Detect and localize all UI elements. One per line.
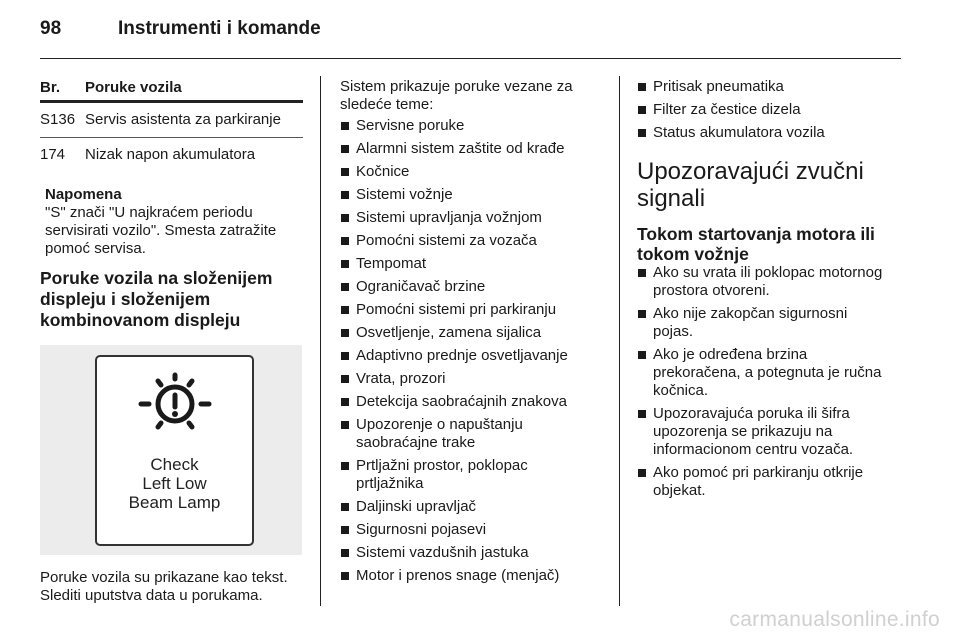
topics-intro: [340, 78, 602, 114]
list-item-line: Ako su vrata ili poklopac motornog: [653, 264, 883, 281]
message-text: Servis asistenta za parkiranje: [85, 111, 281, 128]
list-item: [340, 186, 602, 204]
list-item-line: Ako je određena brzina: [653, 346, 808, 363]
section-title: [40, 268, 303, 331]
list-item-line: Pomoćni sistemi pri parkiranju: [356, 301, 557, 318]
topics-list-continued: [637, 78, 902, 142]
table-header: [40, 78, 303, 98]
list-item-line: Upozorenje o napuštanju: [356, 416, 523, 433]
list-item-line: Ograničavač brzine: [356, 278, 486, 295]
table-header-message: Poruke vozila: [85, 79, 182, 96]
list-item-line: prostora otvoreni.: [653, 282, 770, 299]
list-item-line: Filter za čestice dizela: [653, 101, 801, 118]
list-item-line: Sistemi upravljanja vožnjom: [356, 209, 542, 226]
exterior-light-warning-icon: [135, 369, 215, 441]
list-item-line: Ako pomoć pri parkiranju otkrije: [653, 464, 864, 481]
list-item-line: Daljinski upravljač: [356, 498, 477, 515]
column-divider: [320, 76, 321, 606]
header-rule: [40, 58, 901, 59]
list-item: [340, 457, 602, 493]
message-text: Nizak napon akumulatora: [85, 146, 256, 163]
subsection-heading-line: tokom vožnje: [637, 244, 749, 264]
list-item: [340, 324, 602, 342]
display-message-line: Check: [150, 455, 199, 474]
message-number: S136: [40, 111, 76, 128]
list-item-line: Servisne poruke: [356, 117, 465, 134]
display-message-line: Beam Lamp: [128, 493, 221, 512]
note-line: "S" znači "U najkraćem periodu: [45, 204, 253, 221]
list-item: [340, 209, 602, 227]
list-item-line: saobraćajne trake: [356, 434, 476, 451]
list-item: [637, 78, 902, 96]
watermark: carmanualsonline.info: [729, 608, 940, 631]
list-item: [340, 521, 602, 539]
section-heading-line: signali: [637, 185, 706, 212]
chapter-title: Instrumenti i komande: [118, 18, 321, 39]
note-line: servisirati vozilo". Smesta zatražite: [45, 222, 277, 239]
list-item: [637, 346, 902, 400]
list-item-line: Alarmni sistem zaštite od krađe: [356, 140, 565, 157]
list-item-line: Status akumulatora vozila: [653, 124, 825, 141]
list-item-line: Sigurnosni pojasevi: [356, 521, 487, 538]
list-item-line: Adaptivno prednje osvetljavanje: [356, 347, 568, 364]
list-item-line: Osvetljenje, zamena sijalica: [356, 324, 542, 341]
intro-line: Sistem prikazuje poruke vezane za: [340, 78, 573, 95]
list-item-line: Motor i prenos snage (menjač): [356, 567, 560, 584]
section-heading-line: Upozoravajući zvučni: [637, 158, 864, 185]
list-item: [340, 232, 602, 250]
figure-caption: [40, 569, 303, 605]
column-2: [340, 78, 602, 590]
display-message: [97, 455, 252, 512]
list-item-line: prekoračena, a potegnuta je ručna: [653, 364, 882, 381]
list-item-line: Ako nije zakopčan sigurnosni: [653, 305, 848, 322]
list-item: [340, 544, 602, 562]
list-item-line: Prtljažni prostor, poklopac: [356, 457, 528, 474]
list-item: [340, 393, 602, 411]
caption-line: Slediti uputstva data u porukama.: [40, 587, 263, 604]
caption-line: Poruke vozila su prikazane kao tekst.: [40, 569, 288, 586]
list-item: [340, 255, 602, 273]
list-item-line: upozorenja se prikazuju na: [653, 423, 833, 440]
column-1: [40, 78, 303, 605]
table-header-number: Br.: [40, 79, 61, 96]
page-header: [40, 18, 321, 40]
list-item-line: Sistemi vožnje: [356, 186, 453, 203]
display-panel: [95, 355, 254, 546]
note-line: pomoć servisa.: [45, 240, 146, 257]
table-row: [40, 103, 303, 137]
list-item-line: informacionom centru vozača.: [653, 441, 854, 458]
list-item-line: prtljažnika: [356, 475, 424, 492]
list-item-line: Pomoćni sistemi za vozača: [356, 232, 537, 249]
warning-chime-list: [637, 264, 902, 500]
list-item: [637, 264, 902, 300]
section-title-line: displeju i složenijem: [40, 289, 211, 309]
topics-list: [340, 117, 602, 585]
list-item-line: kočnica.: [653, 382, 709, 399]
column-divider: [619, 76, 620, 606]
list-item-line: Pritisak pneumatika: [653, 78, 784, 95]
display-illustration: [40, 345, 302, 555]
table-row: [40, 138, 303, 172]
list-item: [340, 370, 602, 388]
list-item-line: Detekcija saobraćajnih znakova: [356, 393, 567, 410]
list-item: [340, 567, 602, 585]
list-item-line: Kočnice: [356, 163, 410, 180]
note-block: [40, 186, 303, 258]
column-3: [637, 78, 902, 505]
display-message-line: Left Low: [142, 474, 207, 493]
list-item-line: Upozoravajuća poruka ili šifra: [653, 405, 850, 422]
section-title-line: kombinovanom displeju: [40, 310, 241, 330]
page-number: 98: [40, 18, 62, 39]
list-item-line: Tempomat: [356, 255, 427, 272]
section-title-line: Poruke vozila na složenijem: [40, 268, 273, 288]
list-item: [340, 140, 602, 158]
list-item: [637, 124, 902, 142]
list-item: [637, 464, 902, 500]
list-item-line: Vrata, prozori: [356, 370, 446, 387]
section-heading: [637, 158, 902, 212]
list-item: [637, 405, 902, 459]
list-item: [340, 117, 602, 135]
list-item-line: Sistemi vazdušnih jastuka: [356, 544, 529, 561]
subsection-heading: [637, 224, 902, 264]
list-item: [340, 498, 602, 516]
list-item: [637, 305, 902, 341]
list-item-line: pojas.: [653, 323, 694, 340]
list-item: [340, 278, 602, 296]
note-title: Napomena: [45, 186, 122, 203]
list-item: [340, 416, 602, 452]
list-item: [340, 163, 602, 181]
subsection-heading-line: Tokom startovanja motora ili: [637, 224, 875, 244]
list-item-line: objekat.: [653, 482, 706, 499]
list-item: [637, 101, 902, 119]
list-item: [340, 347, 602, 365]
list-item: [340, 301, 602, 319]
message-number: 174: [40, 146, 66, 163]
intro-line: sledeće teme:: [340, 96, 434, 113]
